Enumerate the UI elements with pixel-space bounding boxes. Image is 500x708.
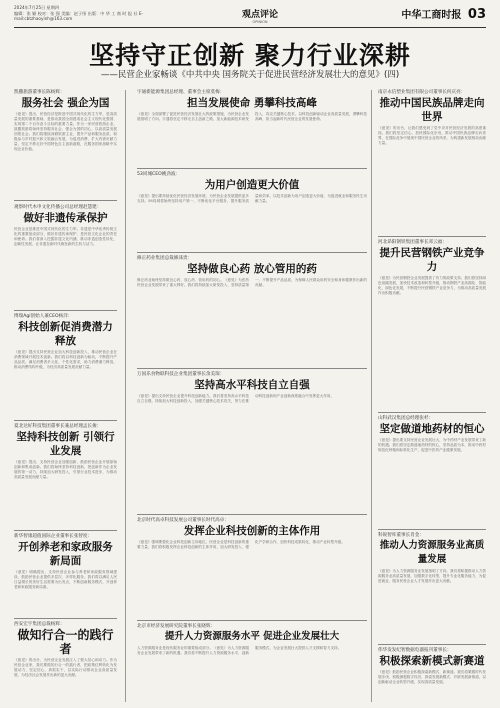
article-body: 《意见》提出，民营经济是推进中国式现代化的生力军，是高质量发展的重要基础，是推动我国全面建成社会主义现代化强国、实现第二个百年奋斗目标的重要力量。作为一家民营旅游企业，凯撒旅游将始终坚持服务社会、强企为国的初心，以高质量发展回报社会。我们将继续深耕旅游主业，提升产品和服务品质，积极参与乡村振兴和文旅融合发展，为促进消费、扩大内需贡献力量，坚定不移走好中国特色自主创新道路，在服务国家战略中实现企业价值。: [14, 112, 117, 151]
article-body: 《意见》为民营钢铁企业发展提供了有力的政策支持。我们将坚持绿色低碳发展，加快技术改造和转型升级，推动钢铁产业高端化、智能化、绿色化发展，不断提升民营钢铁产业竞争力，为推动高质量发展作出积极贡献。: [378, 276, 486, 295]
article-a5: [14, 534, 117, 634]
article-title: 积极探索新模式新赛道: [379, 655, 485, 667]
article-a17: [378, 648, 486, 708]
section-logo: [242, 7, 278, 24]
article-a3: [14, 314, 117, 414]
article-body: 修正药业始终坚持做良心药、放心药、管用药的初心。《意见》为医药民营企业发展带来了重大利好。我们将持续加大研发投入，坚持质量第一，不断提升产品品质，为保障人民群众用药安全和身体健康作出新的贡献。: [137, 278, 367, 287]
article-body: 《意见》的出台，让我们感受到了党中央对民营经济发展的高度重视。我们将坚定信心，加快国际化步伐，推动中国民族品牌走向世界，在国际竞争中展现中国民营企业的风采，为构建新发展格局贡献力量。: [378, 126, 486, 145]
article-body: 《意见》明确提出，支持民营企业参与养老和家政服务领域建设，鼓励民营企业提供多层次、多样化服务。我们将以满足人民日益增长的美好生活需要为出发点，不断创新服务模式，开创养老和家政服务新局面。: [14, 570, 117, 589]
column-5: [378, 82, 486, 702]
divider: [14, 530, 117, 531]
article-body: 《意见》全面部署了促进民营经济发展壮大的政策措施，为民营企业发展指明了方向。宇通将坚定不移走自主创新之路，加大新能源技术研发投入，攻克关键核心技术，以科技创新驱动企业高质量发展，勇攀科技高峰，担当起新时代民营企业的发展使命。: [137, 112, 367, 121]
article-a13: [378, 90, 486, 220]
column-divider: [371, 90, 372, 702]
article-kicker: 河北昂阳钢铁集团董事长邓云福：: [378, 240, 447, 245]
article-a6: [14, 622, 117, 702]
article-kicker: 南京永信塑业集团有限公司董事长何庆亮：: [378, 90, 466, 95]
page-number: 03: [467, 7, 486, 22]
section-name: 观点评论: [242, 10, 279, 20]
divider: [378, 644, 486, 645]
article-body: 《意见》提出要支持民营企业发展壮大，为中药材产业发展带来了新的机遇。我们将坚定做道地药材的恒心，坚持品质为本，推动中药材规范化种植和标准化生产，促进中医药产业健康发展。: [378, 438, 486, 452]
article-title: 为用户创造更大价值: [204, 179, 300, 191]
divider: [137, 168, 367, 169]
article-title: 做好非遗传承保护: [23, 212, 108, 224]
divider: [137, 368, 367, 369]
divider: [378, 529, 486, 530]
article-kicker: 修正药业集团总裁修涞贵：: [137, 256, 193, 261]
article-kicker: 山科武汉集团总经理张杉：: [378, 416, 434, 421]
masthead-info: [14, 5, 184, 22]
article-body: 《意见》提出支持民营企业加大科技创新投入，推动民营企业在消费领域开展技术创新。我们将以科技创新为驱动，不断提升产品品质，满足消费者多元化、个性化需求，助力消费潜力释放，推动消费结构升级，为经济高质量发展贡献力量。: [14, 350, 117, 369]
section-sub: OPINION: [252, 20, 268, 24]
article-title: 提升人力资源服务水平 促进企业发展壮大: [164, 631, 340, 642]
divider: [14, 420, 117, 421]
divider: [14, 310, 117, 311]
main-headline: 坚持守正创新 聚力行业深耕: [89, 41, 411, 70]
article-title: 坚持做良心药 放心管用的药: [187, 263, 317, 275]
article-body: 民营企业是推进中国式现代化的生力军。非遗是中华优秀传统文化的重要组成部分，做好非遗传承保护，是民营文化企业的责任和使命。我们将深入挖掘非遗文化内涵，推动非遗创造性转化、创新性发展，让非遗在新时代焕发新的生机与活力。: [14, 227, 117, 246]
article-body: 《意见》提出要持续优化民营经济发展环境，为民营企业发展提供更多支持。58同城将始终坚持用户第一，不断优化平台服务，提升服务质量和效率，以技术创新为用户创造更大价值，为促进就业和服务民生贡献力量。: [137, 194, 367, 203]
article-kicker: 新华智康超值国际企业董事长张智度：: [14, 534, 93, 539]
divider: [137, 514, 367, 515]
article-title: 推动人力资源服务业高质量发展: [379, 540, 485, 565]
divider: [137, 620, 367, 621]
column-1: [14, 82, 117, 702]
article-kicker: 53同城CEO姚劲波：: [137, 172, 181, 177]
article-body: 《意见》提出，支持民营企业加强创新，鼓励民营企业开展原始创新和集成创新。我们将始终坚持科技创新，把创新作为企业发展的第一动力，持续加大研发投入，引领行业技术进步，为推动高质量发展贡献力量。: [14, 460, 117, 479]
divider: [378, 236, 486, 237]
article-a11: [137, 518, 367, 618]
date-line: 2024年7月25日 星期四: [14, 5, 60, 10]
article-kicker: 夏北达好科技集团董事长兼总经理孟长俊：: [14, 424, 102, 429]
article-title: 开创养老和家政服务新局面: [18, 541, 113, 567]
article-title: 提升民营钢铁产业竞争力: [379, 247, 485, 273]
article-kicker: 宇通新能源集团总经理、董事会主席莫梅：: [137, 90, 225, 95]
masthead-bar: [14, 4, 486, 26]
article-kicker: 科锐智库董事长肖金：: [378, 533, 424, 538]
article-title: 发挥企业科技创新的主体作用: [183, 525, 321, 537]
article-title: 坚持科技创新 引领行业发展: [16, 431, 115, 457]
article-kicker: 凯撒旅游董事长陈杨辉：: [14, 90, 65, 95]
paper-title: [401, 6, 486, 22]
article-kicker: 万国乐食物联科技企业集团董事长余美琛：: [137, 372, 225, 377]
article-body: 《意见》鼓励民营企业积极探索新模式、新赛道。我们将紧跟时代发展步伐，积极拥抱数字经济，探索发展新模式、开辟发展新赛道，以创新驱动企业转型升级，实现高质量发展。: [378, 670, 486, 684]
article-body: 《意见》的出台，为民营企业发展注入了强大信心和动力。作为民营企业家，我们要做知行合一的践行者，把政策红利转化为发展动力，坚定信心、真抓实干，以实际行动推动企业高质量发展，为经济社会发展作出新的更大贡献。: [14, 658, 117, 677]
article-kicker: 北京市经济发展研究院董事长张晓辉：: [137, 624, 216, 629]
divider: [14, 618, 117, 619]
article-kicker: 西安宏宇集团总裁杨辉：: [14, 622, 65, 627]
article-body: 《意见》为人力资源服务业发展指明了方向。我们将积极推动人力资源服务业高质量发展，加强数字化转型，提升专业化服务能力，为促进就业、服务民营企业人才发展作出更大贡献。: [378, 569, 486, 583]
article-title: 担当发展使命 勇攀科技高峰: [187, 97, 317, 109]
article-a10: [137, 372, 367, 472]
divider: [378, 412, 486, 413]
article-body: 《意见》提出支持民营企业提升科技创新能力。我们将坚持高水平科技自立自强，持续加大科技创新投入，加强关键核心技术攻关，努力在推动科技创新和产业创新深度融合中发挥更大作用。: [137, 394, 335, 403]
article-title: 做知行合一的践行者: [17, 628, 114, 656]
divider: [14, 200, 117, 201]
column-divider: [125, 90, 126, 702]
divider: [137, 252, 367, 253]
sub-headline: ——民营企业家畅谈《中共中央 国务院关于促进民营经济发展壮大的意见》(四): [100, 70, 400, 80]
article-a4: [14, 424, 117, 524]
article-title: 坚持高水平科技自立自强: [194, 379, 310, 391]
article-kicker: 伟华发发纪智数据电器报刊董事长：: [378, 648, 452, 653]
article-a14: [378, 240, 486, 390]
top-rule: [14, 27, 486, 28]
article-title: 坚定做道地药材的恒心: [379, 423, 485, 435]
article-body: 《意见》强调要强化企业科技创新主体地位。民营企业是科技创新的重要力量，我们将积极发挥企业科技创新的主体作用，加大研发投入，强化产学研合作，加快科技成果转化，推动产业转型升级。: [137, 540, 345, 549]
article-a9: [137, 256, 367, 356]
editors-line: 编辑：张 颖 校对：张 强 美编：赵子彤 出版：中 华 工 商 时 报 社 E-mail:cbtzhaoyinh@163.com: [14, 10, 144, 21]
paper-name: 中华工商时报: [401, 10, 462, 21]
article-a16: [378, 533, 486, 643]
article-a1: [14, 90, 117, 190]
article-body: 人力资源服务业是现代服务业的重要组成部分。《意见》为人力资源服务企业发展带来了新的机遇。我们将不断提升人力资源服务水平，创新服务模式，为企业发展壮大提供人才支撑和智力支持。: [137, 646, 342, 655]
article-kicker: 博瑞Agi创始人兼CEO杨洋：: [14, 314, 73, 319]
column-2-3: [137, 82, 367, 702]
article-kicker: 观察时代木申文化传播公司总经理赵慧建：: [14, 205, 102, 210]
article-title: 推动中国民族品牌走向世界: [379, 97, 485, 123]
article-title: 科技创新促消费潜力释放: [18, 321, 113, 347]
article-a12: [137, 624, 367, 704]
article-kicker: 北京时代高卓科技发展公司董事长时代高卓：: [137, 518, 229, 523]
article-title: 服务社会 强企为国: [21, 97, 110, 109]
article-a15: [378, 416, 486, 526]
article-a2: [14, 205, 117, 305]
article-a7: [137, 90, 367, 155]
